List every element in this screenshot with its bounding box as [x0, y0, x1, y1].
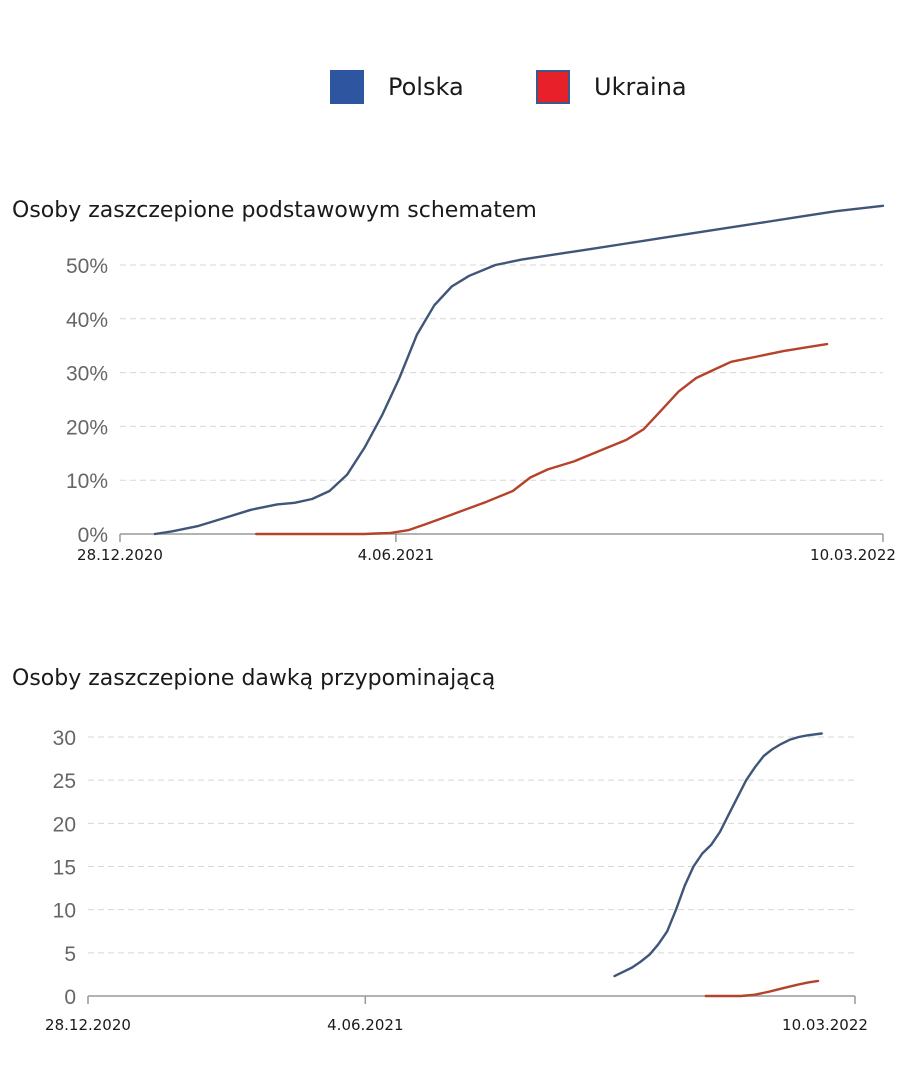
y-tick-label: 50% [65, 255, 108, 278]
y-tick-label: 15 [52, 856, 76, 880]
chart-title-booster-dose: Osoby zaszczepione dawką przypominającą [12, 666, 496, 691]
legend [0, 70, 900, 120]
y-tick-label: 10 [52, 899, 76, 923]
y-tick-label: 25 [52, 770, 76, 794]
y-tick-label: 5 [64, 942, 76, 966]
y-tick-label: 40% [65, 308, 108, 332]
y-tick-label: 0% [77, 524, 108, 547]
x-tick-label: 10.03.2022 [810, 546, 896, 564]
chart-booster-dose [0, 710, 900, 1050]
legend-swatch-ukraina [536, 70, 570, 104]
series-line-ukraina-booster [706, 981, 818, 996]
chart-title-primary-schedule: Osoby zaszczepione podstawowym schematem [12, 198, 537, 223]
y-tick-label: 0 [64, 986, 76, 1009]
y-tick-label: 20% [65, 416, 108, 440]
legend-swatch-polska [330, 70, 364, 104]
x-tick-label: 4.06.2021 [327, 1016, 404, 1034]
x-tick-label: 28.12.2020 [45, 1016, 131, 1034]
x-tick-label: 28.12.2020 [77, 546, 163, 564]
y-tick-label: 20 [52, 813, 76, 837]
x-tick-label: 4.06.2021 [357, 546, 435, 564]
legend-label-polska: Polska [388, 73, 464, 101]
legend-label-ukraina: Ukraina [594, 73, 687, 101]
y-tick-label: 30% [65, 362, 108, 386]
legend-item-polska [330, 70, 464, 104]
x-tick-label: 10.03.2022 [782, 1016, 868, 1034]
y-tick-label: 10% [65, 470, 108, 494]
series-line-polska-booster [615, 734, 822, 977]
y-tick-label: 30 [52, 727, 76, 750]
chart-primary-schedule [0, 240, 900, 580]
legend-item-ukraina [536, 70, 687, 104]
